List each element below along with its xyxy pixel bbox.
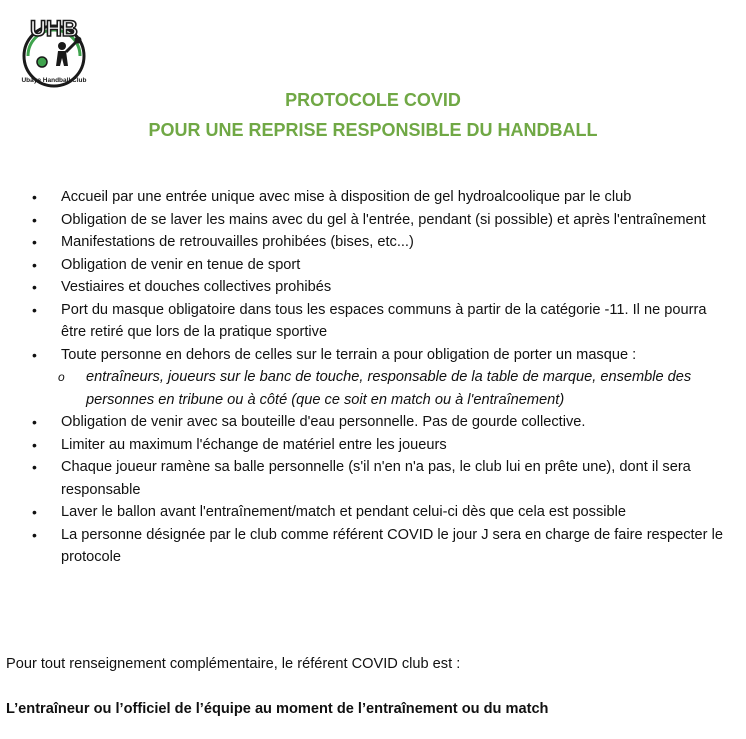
rule-text: Obligation de venir avec sa bouteille d'eau personnelle. Pas de gourde collective. xyxy=(61,414,586,430)
contact-line: Pour tout renseignement complémentaire, le référent COVID club est : xyxy=(6,656,461,672)
rule-text: Obligation de venir en tenue de sport xyxy=(61,256,301,273)
sub-list xyxy=(30,366,730,411)
logo-subtext: Ubaye Handball Club xyxy=(21,77,87,84)
rule-text: Chaque joueur ramène sa balle personnelle (s'il n'en n'a pas, le club lui en prête une), dont il sera responsable xyxy=(61,459,691,498)
list-item xyxy=(30,254,730,277)
bullet-icon: • xyxy=(32,459,37,475)
bullet-icon: • xyxy=(32,279,37,295)
rule-text: La personne désignée par le club comme référent COVID le jour J sera en charge de faire respecter le protocole xyxy=(61,526,723,565)
referent-line: L’entraîneur ou l’officiel de l’équipe au moment de l’entraînement ou du match xyxy=(6,701,549,717)
list-item xyxy=(30,209,730,232)
list-item xyxy=(30,186,730,209)
club-logo xyxy=(18,12,90,90)
rule-text: Laver le ballon avant l'entraînement/match et pendant celui-ci dès que cela est possible xyxy=(61,504,626,520)
rule-text: Vestiaires et douches collectives prohibés xyxy=(61,279,332,295)
document-title: PROTOCOLE COVID xyxy=(285,90,461,110)
rules-list xyxy=(30,186,730,569)
list-item xyxy=(30,299,730,344)
bullet-icon: • xyxy=(32,256,37,273)
sub-list-item xyxy=(30,366,730,411)
bullet-icon: • xyxy=(32,189,37,205)
subrule-text: entraîneurs, joueurs sur le banc de touche, responsable de la table de marque, ensemble des personnes en tribune ou à côté (que ce soit en match ou à l'entraînement) xyxy=(86,369,692,408)
bullet-icon: • xyxy=(32,504,37,520)
bullet-icon: • xyxy=(32,414,37,430)
list-item xyxy=(30,344,730,367)
rule-text: Port du masque obligatoire dans tous les espaces communs à partir de la catégorie -11. Il ne pourra être retiré que lors de la pratique sportive xyxy=(61,301,707,340)
bullet-icon: • xyxy=(32,436,37,453)
bullet-icon: • xyxy=(32,526,37,543)
bullet-icon: • xyxy=(32,301,37,318)
list-item xyxy=(30,231,730,254)
list-item xyxy=(30,411,730,434)
rule-text: Limiter au maximum l'échange de matériel entre les joueurs xyxy=(61,436,447,453)
bullet-icon: • xyxy=(32,346,37,363)
rule-text: Accueil par une entrée unique avec mise à disposition de gel hydroalcoolique par le club xyxy=(61,189,632,205)
list-item xyxy=(30,456,730,501)
document-subtitle: POUR UNE REPRISE RESPONSIBLE DU HANDBALL xyxy=(148,120,598,140)
bullet-icon: • xyxy=(32,234,37,250)
rule-text: Obligation de se laver les mains avec du gel à l'entrée, pendant (si possible) et après l'entraînement xyxy=(61,211,706,228)
list-item xyxy=(30,276,730,299)
list-item xyxy=(30,366,730,411)
rule-text: Manifestations de retrouvailles prohibées (bises, etc...) xyxy=(61,234,414,250)
list-item xyxy=(30,501,730,524)
logo-text: UHB xyxy=(30,16,78,41)
bullet-icon: • xyxy=(32,211,37,228)
list-item xyxy=(30,434,730,457)
rule-text: Toute personne en dehors de celles sur le terrain a pour obligation de porter un masque : xyxy=(61,346,637,363)
list-item xyxy=(30,524,730,569)
circle-bullet-icon: o xyxy=(58,370,65,384)
